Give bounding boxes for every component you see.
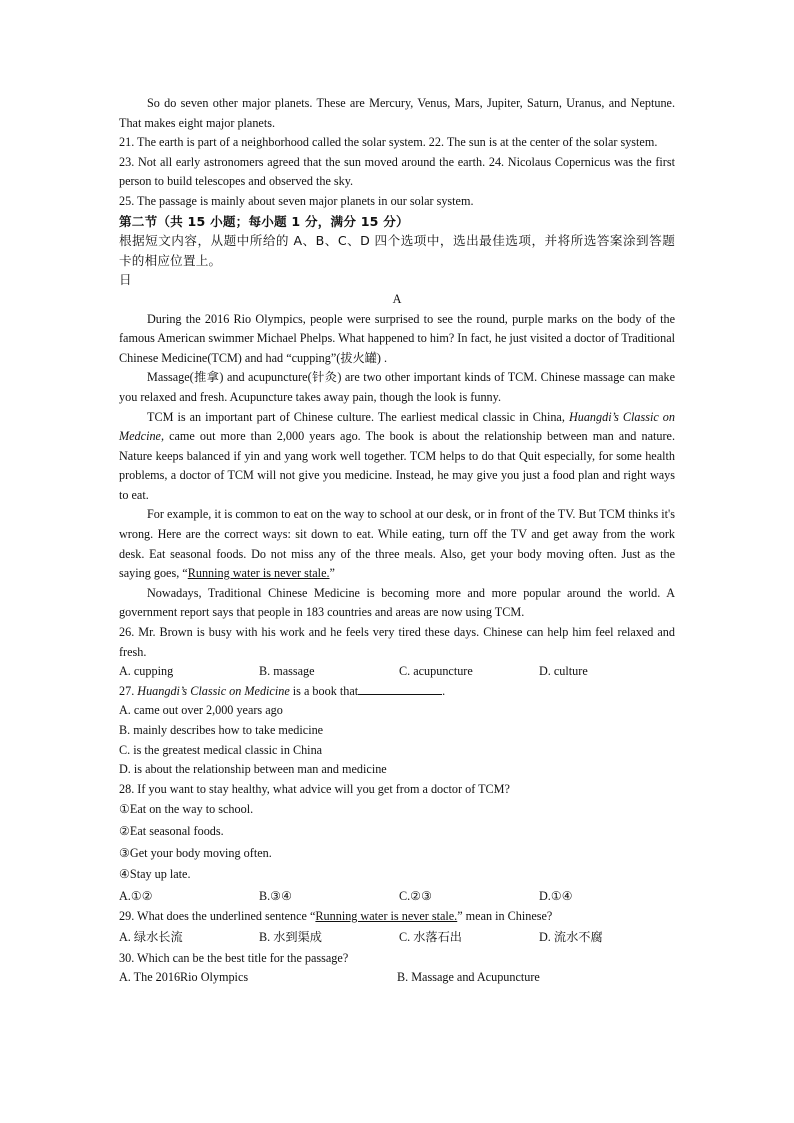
option-a: A. The 2016Rio Olympics: [119, 970, 249, 985]
option-b: B. Massage and Acupuncture: [397, 970, 540, 985]
paragraph-3-start: TCM is an important part of Chinese culture. The earliest medical classic in China,: [147, 409, 569, 424]
question-29-end: ” mean in Chinese?: [457, 909, 553, 924]
passage-paragraph-1: During the 2016 Rio Olympics, people were surprised to see the round, purple marks on the body of the famous American swimmer Michael Phelps. What happened to him? In fact, he just visited a doctor of Traditional Chinese Medicine(TCM) and had “cupping”(拔火罐) .: [119, 311, 675, 365]
passage-paragraph-3: [119, 408, 675, 506]
advice-item-4: ④Stay up late.: [119, 867, 191, 882]
advice-item-2: ②Eat seasonal foods.: [119, 823, 224, 838]
statement-21-22: 21. The earth is part of a neighborhood called the solar system. 22. The sun is at the center of the solar system.: [119, 135, 658, 150]
statement-25: 25. The passage is mainly about seven major planets in our solar system.: [119, 193, 474, 208]
option-c: C. 水落石出: [399, 929, 462, 944]
advice-item-3: ③Get your body moving often.: [119, 845, 272, 860]
paragraph-3-rest: came out more than 2,000 years ago. The book is about the relationship between man and nature. Nature keeps balanced if yin and yang work well together. TCM helps to do that Quit especially, for some health problems, a doctor of TCM will not give you medicine. Instead, he may give you just a food plan and right ways to eat.: [119, 429, 675, 502]
question-27-number: 27.: [119, 683, 138, 698]
option-d: D.①④: [539, 888, 573, 903]
question-29-options: [119, 927, 675, 949]
question-28-stem: 28. If you want to stay healthy, what advice will you get from a doctor of TCM?: [119, 781, 510, 796]
option-a: A.①②: [119, 888, 153, 903]
question-26-options: [119, 662, 675, 682]
question-27-stem: [119, 682, 675, 702]
passage-paragraph-2: Massage(推拿) and acupuncture(针灸) are two other important kinds of TCM. Chinese massage can make you relaxed and fresh. Acupuncture takes away pain, though the look is funny.: [119, 370, 675, 404]
section-title: 第二节（共 15 小题；每小题 1 分，满分 15 分）: [119, 213, 409, 229]
document-page: [119, 94, 675, 988]
paragraph-4-end: ”: [329, 566, 335, 581]
planets-paragraph: So do seven other major planets. These are Mercury, Venus, Mars, Jupiter, Saturn, Uranus, and Neptune. That makes eight major planets.: [119, 96, 675, 130]
option-d: D. culture: [539, 664, 588, 679]
passage-paragraph-4: [119, 505, 675, 583]
question-27-end: .: [442, 683, 446, 698]
statement-23-24: 23. Not all early astronomers agreed that the sun moved around the earth. 24. Nicolaus Copernicus was the first person to build telescopes and observed the sky.: [119, 154, 675, 189]
advice-item-1: ①Eat on the way to school.: [119, 802, 254, 817]
question-29-underlined: Running water is never stale.: [315, 909, 458, 924]
option-a: A. 绿水长流: [119, 929, 183, 944]
option-a: A. came out over 2,000 years ago: [119, 703, 283, 718]
passage-label: A: [392, 291, 402, 306]
option-d: D. 流水不腐: [539, 929, 603, 944]
option-a: A. cupping: [119, 664, 174, 679]
option-b: B. mainly describes how to take medicine: [119, 723, 324, 737]
option-c: C. is the greatest medical classic in China: [119, 742, 323, 757]
option-b: B.③④: [259, 888, 293, 903]
question-30-options: [119, 968, 675, 988]
book-title: Huangdi’s Classic on Medcine,: [119, 409, 675, 444]
option-b: B. massage: [259, 664, 315, 679]
paragraph-4-start: For example, it is common to eat on the way to school at our desk, or in front of the TV. But TCM thinks it's wrong. Here are the correct ways: sit down to eat. While eating, turn off the TV and get away from the work desk. Eat seasonal foods. Do not miss any of the three meals. Also, get your body moving often. Just as the saying goes, “: [119, 507, 675, 581]
question-27-book: Huangdi’s Classic on Medicine: [137, 683, 290, 698]
question-30-stem: 30. Which can be the best title for the passage?: [119, 950, 349, 965]
option-b: B. 水到渠成: [259, 929, 322, 944]
answer-blank: [358, 682, 442, 695]
question-26-stem: 26. Mr. Brown is busy with his work and he feels very tired these days. Chinese can help him feel relaxed and fresh.: [119, 625, 675, 659]
section-mark: 日: [119, 272, 132, 288]
passage-paragraph-5: Nowadays, Traditional Chinese Medicine is becoming more and more popular around the world. A government report says that people in 183 countries and areas are now using TCM.: [119, 585, 675, 620]
option-c: C. acupuncture: [399, 664, 473, 679]
question-29-stem: [119, 907, 675, 927]
question-29-start: 29. What does the underlined sentence “: [119, 909, 316, 924]
section-instruction: 根据短文内容，从题中所给的 A、B、C、D 四个选项中，选出最佳选项，并将所选答案涂到答题卡的相应位置上。: [119, 233, 675, 268]
question-27-tail: is a book that: [289, 683, 359, 698]
question-28-options: [119, 886, 675, 908]
option-d: D. is about the relationship between man and medicine: [119, 762, 387, 777]
underlined-sentence: Running water is never stale.: [187, 566, 330, 581]
option-c: C.②③: [399, 888, 433, 903]
